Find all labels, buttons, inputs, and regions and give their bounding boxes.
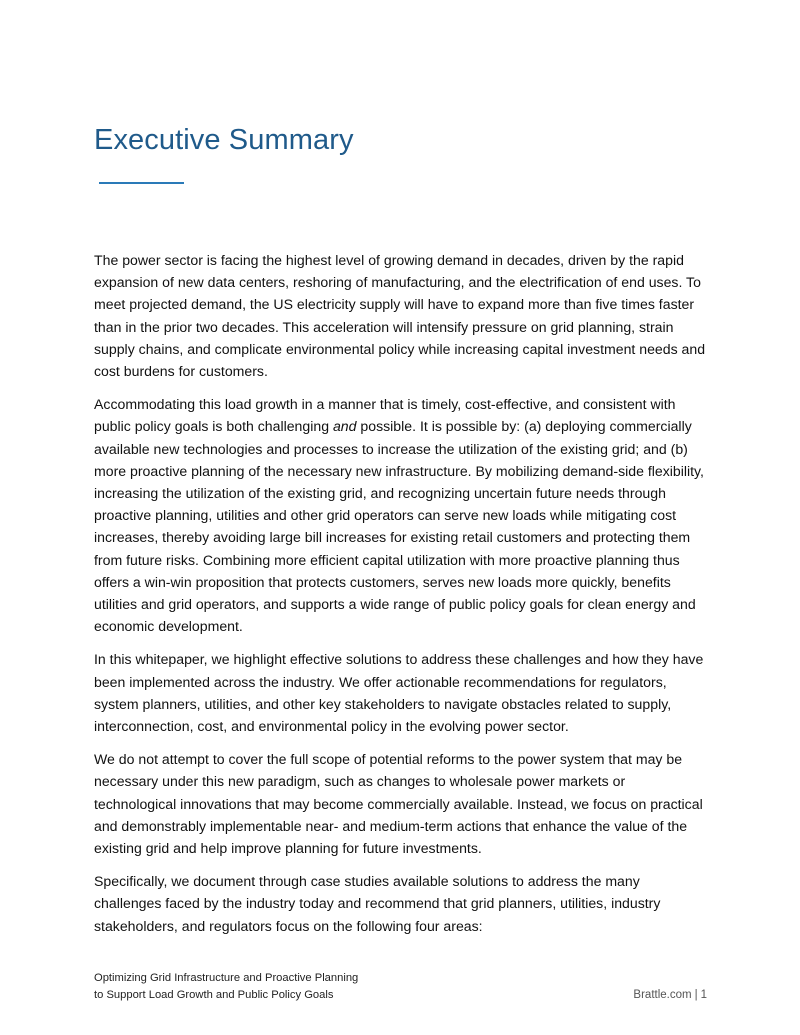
paragraph-2-part-2: possible. It is possible by: (a) deploying commercially available new technologies and processes to increase the utilization of the existing grid; and (b) more proactive planning of the necessary new infrastructure. By mobilizing demand-side flexibility, increasing the utilization of the existing grid, and recognizing uncertain future needs through proactive planning, utilities and other grid operators can serve new loads while mitigating cost increases, thereby avoiding large bill increases for existing retail customers and protecting them from future risks. Combining more efficient capital utilization with more proactive planning thus offers a win-win proposition that protects customers, serves new loads more quickly, benefits utilities and grid operators, and supports a wide range of public policy goals for clean energy and economic development.	[94, 418, 704, 635]
body-text	[94, 249, 706, 948]
footer-separator: |	[694, 989, 698, 1001]
paragraph-3: In this whitepaper, we highlight effective solutions to address these challenges and how they have been implemented across the industry. We offer actionable recommendations for regulators, system planners, utilities, and other key stakeholders to navigate obstacles related to supply, interconnection, cost, and environmental policy in the evolving power sector.	[94, 651, 704, 735]
footer-document-title	[94, 970, 358, 1004]
paragraph-5: Specifically, we document through case studies available solutions to address the many challenges faced by the industry today and recommend that grid planners, utilities, industry stakeholders, and regulators focus on the following four areas:	[94, 873, 661, 934]
title-underline-rule	[99, 182, 184, 184]
paragraph-1: The power sector is facing the highest level of growing demand in decades, driven by the rapid expansion of new data centers, reshoring of manufacturing, and the electrification of end uses. To meet projected demand, the US electricity supply will have to expand more than five times faster than in the prior two decades. This acceleration will intensify pressure on grid planning, strain supply chains, and complicate environmental policy while increasing capital investment needs and cost burdens for customers.	[94, 252, 706, 380]
footer-title-line-1: Optimizing Grid Infrastructure and Proactive Planning	[94, 972, 359, 984]
paragraph-2-part-1: Accommodating this load growth in a manner that is timely, cost-effective, and consistent with public policy goals is both challenging	[94, 396, 676, 435]
paragraph-2	[94, 393, 706, 637]
footer-site-link[interactable]: Brattle.com	[633, 989, 692, 1001]
footer-page-info	[633, 987, 707, 1004]
footer-title-line-2: to Support Load Growth and Public Policy Goals	[94, 989, 334, 1001]
paragraph-2-emphasis: and	[332, 418, 357, 435]
footer-page-number: 1	[700, 989, 707, 1001]
page-title: Executive Summary	[94, 124, 354, 156]
paragraph-4: We do not attempt to cover the full scope of potential reforms to the power system that may be necessary under this new paradigm, such as changes to wholesale power markets or technological innovations that may become commercially available. Instead, we focus on practical and demonstrably implementable near- and medium-term actions that enhance the value of the existing grid and help improve planning for future investments.	[94, 751, 703, 857]
